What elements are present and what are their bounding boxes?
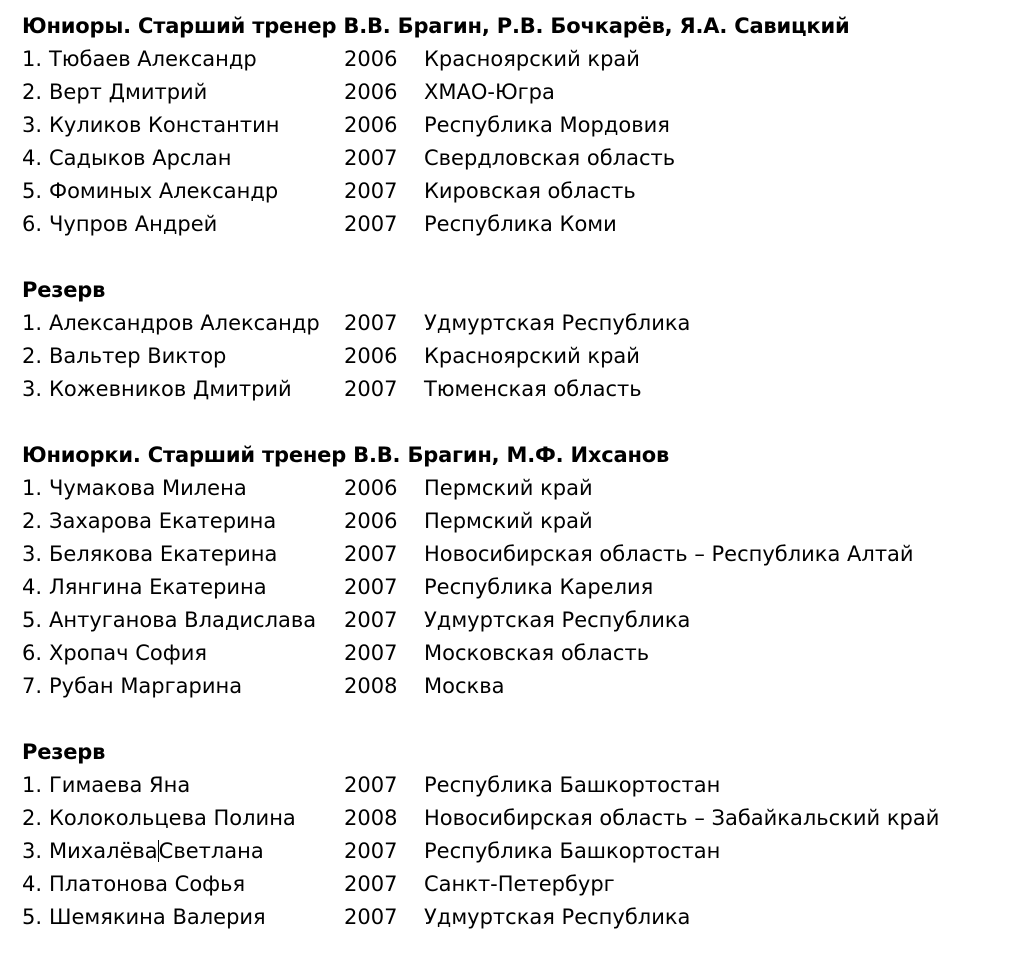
region: Республика Коми: [424, 212, 617, 236]
section-reserve-men: [22, 274, 1012, 406]
region: Республика Карелия: [424, 575, 654, 599]
athlete-name: Фоминых Александр: [49, 179, 279, 203]
region: Новосибирская область – Забайкальский край: [424, 806, 940, 830]
athlete-name: Кожевников Дмитрий: [49, 377, 292, 401]
row-number: 5.: [22, 608, 43, 632]
birth-year: 2007: [344, 146, 398, 170]
region: Пермский край: [424, 476, 593, 500]
athlete-name: Лянгина Екатерина: [49, 575, 267, 599]
list-item: [22, 835, 1012, 868]
athlete-name: Захарова Екатерина: [49, 509, 277, 533]
section-heading: Юниоры. Старший тренер В.В. Брагин, Р.В. Бочкарёв, Я.А. Савицкий: [22, 14, 850, 38]
athlete-name: [49, 835, 264, 868]
athlete-name: Колокольцева Полина: [49, 806, 296, 830]
birth-year: 2007: [344, 542, 398, 566]
birth-year: 2007: [344, 377, 398, 401]
region: ХМАО-Югра: [424, 80, 555, 104]
row-number: 4.: [22, 575, 43, 599]
athlete-name: Верт Дмитрий: [49, 80, 208, 104]
section-juniors-men: [22, 10, 1012, 241]
region: Тюменская область: [424, 377, 642, 401]
list-item: [22, 142, 1012, 175]
birth-year: 2007: [344, 179, 398, 203]
list-item: [22, 76, 1012, 109]
document-body[interactable]: [22, 10, 1012, 934]
name-after-cursor: Светлана: [158, 839, 264, 863]
birth-year: 2007: [344, 773, 398, 797]
list-item: [22, 340, 1012, 373]
birth-year: 2007: [344, 905, 398, 929]
row-number: 2.: [22, 509, 43, 533]
athlete-name: Рубан Маргарина: [49, 674, 243, 698]
region: Удмуртская Республика: [424, 608, 691, 632]
region: Республика Башкортостан: [424, 773, 721, 797]
athlete-name: Гимаева Яна: [49, 773, 191, 797]
birth-year: 2007: [344, 575, 398, 599]
birth-year: 2007: [344, 839, 398, 863]
region: Московская область: [424, 641, 650, 665]
list-item: [22, 373, 1012, 406]
birth-year: 2007: [344, 212, 398, 236]
list-item: [22, 637, 1012, 670]
athlete-name: Садыков Арслан: [49, 146, 232, 170]
row-number: 2.: [22, 806, 43, 830]
section-heading: Юниорки. Старший тренер В.В. Брагин, М.Ф. Ихсанов: [22, 443, 670, 467]
athlete-name: Чупров Андрей: [49, 212, 218, 236]
section-heading: Резерв: [22, 278, 106, 302]
row-number: 1.: [22, 476, 43, 500]
region: Удмуртская Республика: [424, 905, 691, 929]
athlete-name: Белякова Екатерина: [49, 542, 278, 566]
region: Пермский край: [424, 509, 593, 533]
athlete-name: Антуганова Владислава: [49, 608, 317, 632]
athlete-name: Куликов Константин: [49, 113, 280, 137]
row-number: 1.: [22, 311, 43, 335]
region: Новосибирская область – Республика Алтай: [424, 542, 914, 566]
list-item: [22, 538, 1012, 571]
birth-year: 2007: [344, 641, 398, 665]
birth-year: 2006: [344, 344, 398, 368]
birth-year: 2008: [344, 806, 398, 830]
row-number: 1.: [22, 773, 43, 797]
list-item: [22, 472, 1012, 505]
section-juniors-women: [22, 439, 1012, 703]
birth-year: 2006: [344, 509, 398, 533]
text-cursor: [158, 840, 159, 862]
list-item: [22, 901, 1012, 934]
row-number: 7.: [22, 674, 43, 698]
birth-year: 2007: [344, 311, 398, 335]
birth-year: 2006: [344, 80, 398, 104]
region: Республика Башкортостан: [424, 839, 721, 863]
athlete-name: Хропач София: [49, 641, 207, 665]
section-reserve-women: [22, 736, 1012, 934]
region: Кировская область: [424, 179, 636, 203]
birth-year: 2006: [344, 47, 398, 71]
list-item: [22, 802, 1012, 835]
name-before-cursor: Михалёва: [49, 839, 158, 863]
list-item: [22, 175, 1012, 208]
list-item: [22, 571, 1012, 604]
athlete-name: Платонова Софья: [49, 872, 246, 896]
athlete-name: Тюбаев Александр: [49, 47, 257, 71]
list-item: [22, 109, 1012, 142]
list-item: [22, 769, 1012, 802]
birth-year: 2007: [344, 872, 398, 896]
row-number: 3.: [22, 113, 43, 137]
section-heading: Резерв: [22, 740, 106, 764]
list-item: [22, 208, 1012, 241]
list-item: [22, 43, 1012, 76]
list-item: [22, 505, 1012, 538]
birth-year: 2006: [344, 113, 398, 137]
row-number: 4.: [22, 146, 43, 170]
list-item: [22, 868, 1012, 901]
athlete-name: Александров Александр: [49, 311, 320, 335]
row-number: 2.: [22, 80, 43, 104]
list-item: [22, 307, 1012, 340]
region: Санкт-Петербург: [424, 872, 615, 896]
athlete-name: Вальтер Виктор: [49, 344, 227, 368]
row-number: 6.: [22, 212, 43, 236]
region: Красноярский край: [424, 47, 640, 71]
row-number: 4.: [22, 872, 43, 896]
birth-year: 2008: [344, 674, 398, 698]
row-number: 5.: [22, 905, 43, 929]
birth-year: 2007: [344, 608, 398, 632]
row-number: 3.: [22, 839, 43, 863]
region: Удмуртская Республика: [424, 311, 691, 335]
row-number: 5.: [22, 179, 43, 203]
region: Республика Мордовия: [424, 113, 670, 137]
athlete-name: Чумакова Милена: [49, 476, 247, 500]
row-number: 3.: [22, 542, 43, 566]
row-number: 2.: [22, 344, 43, 368]
region: Красноярский край: [424, 344, 640, 368]
region: Свердловская область: [424, 146, 676, 170]
list-item: [22, 604, 1012, 637]
birth-year: 2006: [344, 476, 398, 500]
row-number: 3.: [22, 377, 43, 401]
athlete-name: Шемякина Валерия: [49, 905, 266, 929]
region: Москва: [424, 674, 505, 698]
row-number: 6.: [22, 641, 43, 665]
row-number: 1.: [22, 47, 43, 71]
list-item: [22, 670, 1012, 703]
